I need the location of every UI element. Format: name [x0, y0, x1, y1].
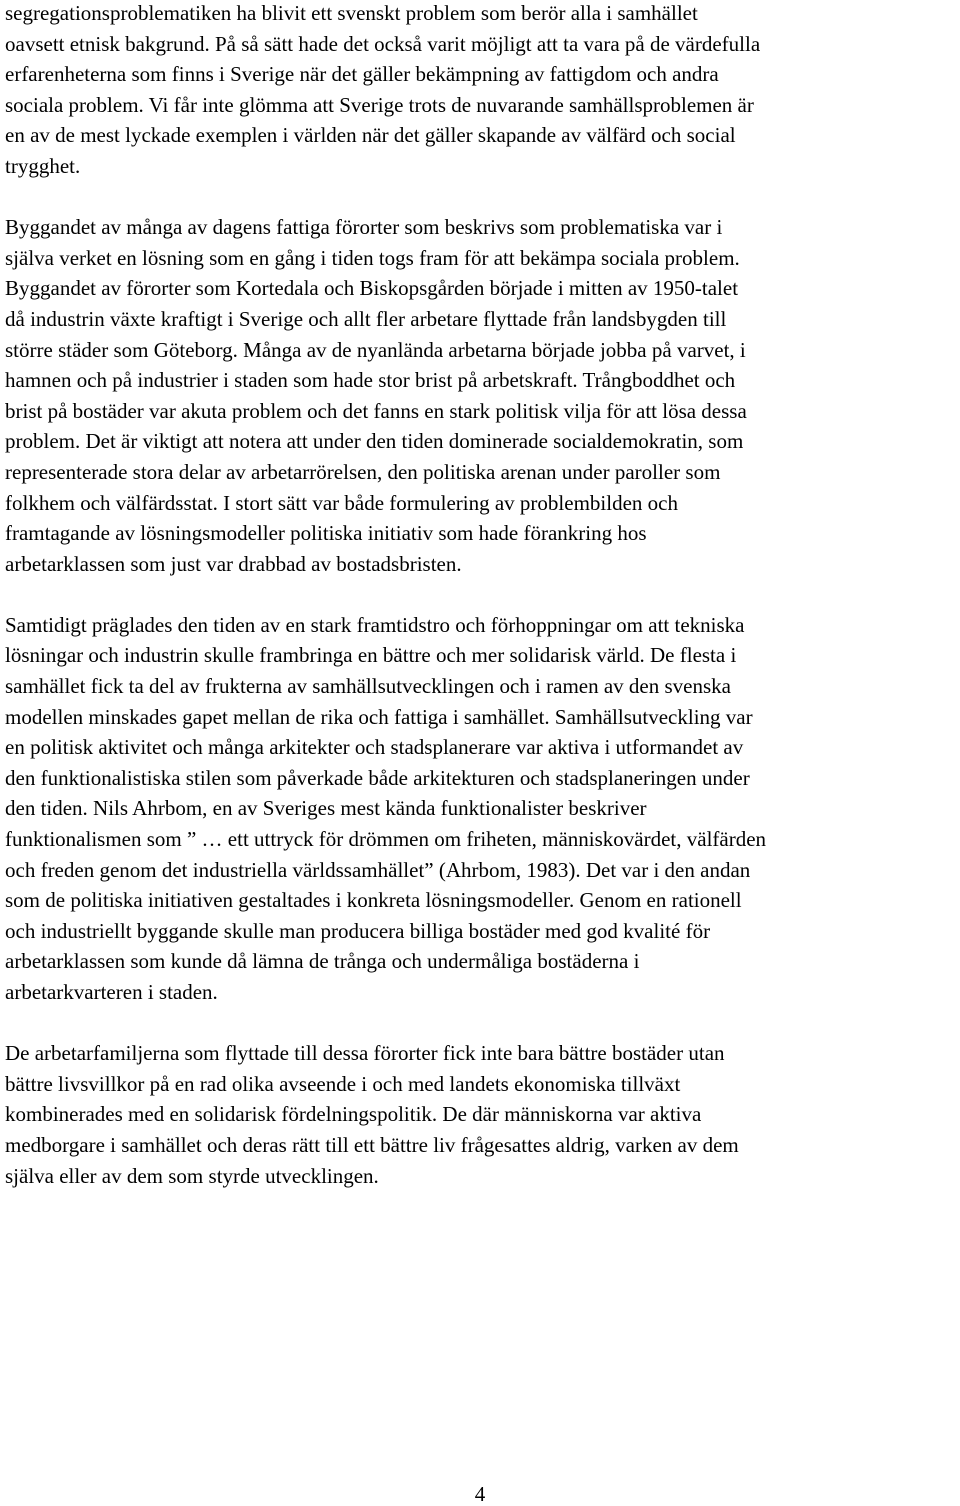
- paragraph-1: [5, 0, 960, 182]
- text-line: och industriellt byggande skulle man producera billiga bostäder med god kvalité för: [5, 918, 711, 943]
- text-line: erfarenheterna som finns i Sverige när det gäller bekämpning av fattigdom och andra: [5, 62, 719, 87]
- text-line: Samtidigt präglades den tiden av en stark framtidstro och förhoppningar om att tekniska: [5, 612, 745, 637]
- text-line: en av de mest lyckade exemplen i världen när det gäller skapande av välfärd och social: [5, 123, 736, 148]
- text-line: representerade stora delar av arbetarrörelsen, den politiska arenan under paroller som: [5, 459, 721, 484]
- text-line: och freden genom det industriella världssamhället” (Ahrbom, 1983). Det var i den andan: [5, 857, 751, 882]
- text-line: den funktionalistiska stilen som påverkade både arkitekturen och stadsplaneringen under: [5, 765, 750, 790]
- text-line: då industrin växte kraftigt i Sverige och allt fler arbetare flyttade från landsbygden till: [5, 306, 727, 331]
- text-line: modellen minskades gapet mellan de rika och fattiga i samhället. Samhällsutveckling var: [5, 704, 753, 729]
- text-line: framtagande av lösningsmodeller politiska initiativ som hade förankring hos: [5, 521, 647, 546]
- text-line: funktionalismen som ” … ett uttryck för drömmen om friheten, människovärdet, välfärden: [5, 827, 767, 852]
- text-line: Byggandet av förorter som Kortedala och Biskopsgården började i mitten av 1950-talet: [5, 276, 739, 301]
- text-line: problem. Det är viktigt att notera att under den tiden dominerade socialdemokratin, som: [5, 429, 744, 454]
- text-line: arbetarklassen som kunde då lämna de trånga och undermåliga bostäderna i: [5, 949, 640, 974]
- text-line: en politisk aktivitet och många arkitekter och stadsplanerare var aktiva i utformandet av: [5, 735, 744, 760]
- text-line: Byggandet av många av dagens fattiga förorter som beskrivs som problematiska var i: [5, 215, 723, 240]
- text-line: kombinerades med en solidarisk fördelningspolitik. De där människorna var aktiva: [5, 1102, 702, 1127]
- text-line: bättre livsvillkor på en rad olika avseende i och med landets ekonomiska tillväxt: [5, 1071, 681, 1096]
- text-line: själva verket en lösning som en gång i tiden togs fram för att bekämpa sociala problem.: [5, 245, 740, 270]
- document-body: [5, 0, 960, 1222]
- paragraph-2: [5, 212, 960, 579]
- text-line: samhället fick ta del av frukterna av samhällsutvecklingen och i ramen av den svenska: [5, 674, 731, 699]
- text-line: arbetarkvarteren i staden.: [5, 980, 218, 1004]
- text-line: större städer som Göteborg. Många av de nyanlända arbetarna började jobba på varvet, i: [5, 337, 746, 362]
- text-line: folkhem och välfärdsstat. I stort sätt var både formulering av problembilden och: [5, 490, 678, 515]
- page-number: 4: [474, 1482, 486, 1506]
- text-line: sociala problem. Vi får inte glömma att Sverige trots de nuvarande samhällsproblemen är: [5, 92, 754, 117]
- text-line: oavsett etnisk bakgrund. På så sätt hade det också varit möjligt att ta vara på de värdefulla: [5, 31, 761, 56]
- paragraph-3: [5, 610, 960, 1008]
- text-line: den tiden. Nils Ahrbom, en av Sveriges mest kända funktionalister beskriver: [5, 796, 647, 821]
- text-line: trygghet.: [5, 153, 81, 178]
- text-line: som de politiska initiativen gestaltades i konkreta lösningsmodeller. Genom en rationell: [5, 888, 742, 913]
- text-line: lösningar och industrin skulle frambringa en bättre och mer solidarisk värld. De flesta i: [5, 643, 737, 668]
- text-line: segregationsproblematiken ha blivit ett svenskt problem som berör alla i samhället: [5, 1, 698, 25]
- text-line: medborgare i samhället och deras rätt till ett bättre liv frågesattes aldrig, varken av dem: [5, 1132, 739, 1157]
- text-line: själva eller av dem som styrde utvecklingen.: [5, 1163, 379, 1188]
- text-line: hamnen och på industrier i staden som hade stor brist på arbetskraft. Trångboddhet och: [5, 368, 736, 393]
- text-line: De arbetarfamiljerna som flyttade till dessa förorter fick inte bara bättre bostäder utan: [5, 1041, 725, 1066]
- paragraph-4: [5, 1038, 960, 1191]
- text-line: brist på bostäder var akuta problem och det fanns en stark politisk vilja för att lösa dessa: [5, 398, 747, 423]
- text-line: arbetarklassen som just var drabbad av bostadsbristen.: [5, 551, 462, 576]
